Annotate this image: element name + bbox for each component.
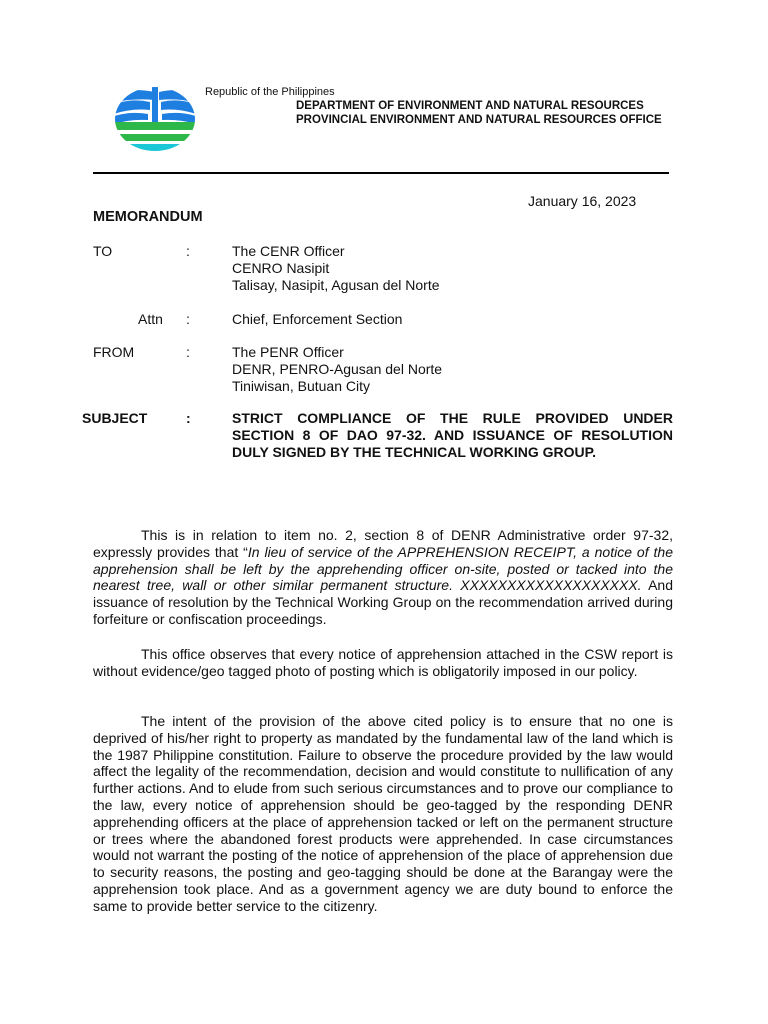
attn-value: Chief, Enforcement Section <box>232 311 403 327</box>
denr-logo <box>114 86 196 152</box>
from-line: Tiniwisan, Butuan City <box>232 378 370 394</box>
subject-colon: : <box>186 410 191 426</box>
subject-label: SUBJECT <box>82 410 148 426</box>
from-sender <box>232 344 442 395</box>
attn-colon: : <box>186 311 190 327</box>
memo-title: MEMORANDUM <box>93 209 203 225</box>
to-colon: : <box>186 243 190 259</box>
body-paragraph-1 <box>93 527 673 628</box>
from-line: DENR, PENRO-Agusan del Norte <box>232 361 443 377</box>
attn-label: Attn <box>138 311 163 327</box>
from-label: FROM <box>93 344 135 360</box>
department-name: DEPARTMENT OF ENVIRONMENT AND NATURAL RESOURCES <box>296 100 644 112</box>
body-paragraph-3 <box>93 713 673 915</box>
p1-end: And issuance of resolution by the Technical Working Group on the recommendation arrived during forfeiture or confiscation proceedings. <box>93 577 673 627</box>
to-line: CENRO Nasipit <box>232 260 330 276</box>
department-heading <box>296 99 662 127</box>
p1-start: This is in relation to item no. 2, section 8 of DENR Administrative order 97-32, expressly provides that “ <box>93 527 673 560</box>
to-label: TO <box>93 243 113 259</box>
to-recipient <box>232 243 440 294</box>
republic-line: Republic of the Philippines <box>205 86 335 98</box>
p1-quote: In lieu of service of the APPREHENSION RECEIPT, a notice of the apprehension shall be left by the apprehending officer on-site, posted or tacked into the nearest tree, wall or other similar permanent structure. XXXXXXXXXXXXXXXXXXX. <box>93 543 673 594</box>
subject-text: STRICT COMPLIANCE OF THE RULE PROVIDED UNDER SECTION 8 OF DAO 97-32. AND ISSUANCE OF RESOLUTION DULY SIGNED BY THE TECHNICAL WORKING GROUP. <box>232 410 673 460</box>
body-paragraph-2 <box>93 646 673 680</box>
p3-text: The intent of the provision of the above cited policy is to ensure that no one is deprived of his/her right to property as mandated by the fundamental law of the land which is the 1987 Philippine constitution. Failure to observe the procedure provided by the law would affect the legality of the recommendation, decision and would constitute to nullification of any further actions. And to elude from such serious circumstances and to prove our compliance to the law, every notice of apprehension should be geo-tagged by the responding DENR apprehending officers at the place of apprehension tacked or left on the permanent structure or trees where the abandoned forest products were apprehended. In case circumstances would not warrant the posting of the notice of apprehension of the place of apprehension due to security reasons, the posting and geo-tagging should be done at the Barangay were the apprehension took place. And as a government agency we are duty bound to enforce the same to provide better service to the citizenry. <box>93 713 673 914</box>
to-line: Talisay, Nasipit, Agusan del Norte <box>232 277 440 293</box>
p2-text: This office observes that every notice of apprehension attached in the CSW report is without evidence/geo tagged photo of posting which is obligatorily imposed in our policy. <box>93 646 673 679</box>
to-line: The CENR Officer <box>232 243 345 259</box>
from-colon: : <box>186 344 190 360</box>
from-line: The PENR Officer <box>232 344 344 360</box>
header-divider <box>93 172 669 174</box>
memo-date: January 16, 2023 <box>528 193 637 209</box>
office-name: PROVINCIAL ENVIRONMENT AND NATURAL RESOURCES OFFICE <box>296 114 662 126</box>
